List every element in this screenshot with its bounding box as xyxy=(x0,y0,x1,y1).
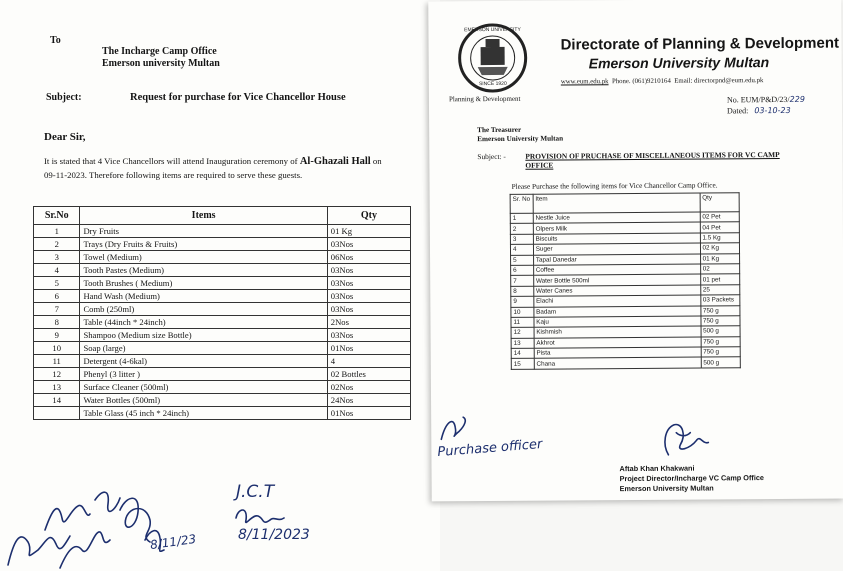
cell-qty: 03Nos xyxy=(327,329,410,342)
handwritten-date2: 8/11/23 xyxy=(149,531,198,553)
cell-qty: 500 g xyxy=(701,326,741,337)
ref-number-hand: 229 xyxy=(789,94,805,104)
cell-srno: 15 xyxy=(511,359,534,370)
cell-item: Elachi xyxy=(534,295,701,307)
cell-qty: 750 g xyxy=(701,336,741,347)
dated-line xyxy=(727,106,791,115)
cell-srno: 9 xyxy=(511,296,534,307)
cell-item: Chana xyxy=(534,358,701,370)
cell-item: Water Bottles (500ml) xyxy=(80,394,327,407)
cell-item: Akhrot xyxy=(534,337,701,349)
cell-qty: 03Nos xyxy=(327,264,410,277)
cell-qty: 01 pet xyxy=(700,274,740,285)
contact-email: Email: directorpnd@eum.edu.pk xyxy=(674,77,764,85)
hall-name: Al-Ghazali Hall xyxy=(299,156,371,167)
to-treasurer: The Treasurer xyxy=(477,125,522,135)
cell-qty: 06Nos xyxy=(327,251,410,264)
subject-text: Request for purchase for Vice Chancellor House xyxy=(130,92,346,103)
cell-qty: 01Nos xyxy=(327,342,410,355)
to-university: Emerson University Multan xyxy=(477,134,564,144)
table-row xyxy=(34,381,411,394)
cell-srno: 7 xyxy=(511,276,534,287)
cell-qty: 2Nos xyxy=(327,316,410,329)
cell-srno: 2 xyxy=(510,224,533,235)
right-col-header-qty: Qty xyxy=(700,193,740,212)
recipient-line2: Emerson university Multan xyxy=(102,58,220,69)
cell-item: Pista xyxy=(534,347,701,359)
body-line1-text: It is stated that 4 Vice Chancellors will attend Inauguration ceremony of xyxy=(44,156,298,166)
signer-title: Project Director/Incharge VC Camp Office xyxy=(619,473,764,484)
cell-item: Detergent (4-6kal) xyxy=(80,355,327,368)
table-row xyxy=(34,407,411,420)
cell-srno: 10 xyxy=(34,342,80,355)
table-row xyxy=(34,290,411,303)
cell-qty: 500 g xyxy=(701,357,741,368)
cell-srno: 13 xyxy=(511,338,534,349)
cell-srno: 5 xyxy=(34,277,80,290)
cell-srno: 4 xyxy=(34,264,80,277)
cell-item: Nestle Juice xyxy=(533,212,700,224)
cell-item: Badam xyxy=(534,306,701,318)
cell-qty: 02 Kg xyxy=(700,243,740,254)
cell-srno: 10 xyxy=(511,307,534,318)
cell-srno: 6 xyxy=(34,290,80,303)
cell-item: Hand Wash (Medium) xyxy=(80,290,327,303)
table-row xyxy=(34,342,411,355)
directorate-title: Directorate of Planning & Development xyxy=(560,34,840,54)
director-signature xyxy=(646,414,716,464)
cell-srno: 3 xyxy=(510,234,533,245)
cell-item: Kaju xyxy=(534,316,701,328)
cell-item: Shampoo (Medium size Bottle) xyxy=(80,329,327,342)
table-row xyxy=(34,303,411,316)
cell-qty: 03 Packets xyxy=(700,295,740,306)
body-line1 xyxy=(44,156,382,167)
logo-since-text: SINCE 1920 xyxy=(478,80,507,88)
cell-item: Coffee xyxy=(533,264,700,276)
cell-qty: 02 Pet xyxy=(700,212,740,223)
cell-srno: 11 xyxy=(34,355,80,368)
table-row xyxy=(34,238,411,251)
right-subject-label: Subject: - xyxy=(477,151,506,162)
cell-qty: 02 Bottles xyxy=(327,368,410,381)
signer-org: Emerson University Multan xyxy=(619,483,714,494)
cell-qty: 03Nos xyxy=(327,238,410,251)
cell-qty: 25 xyxy=(700,285,740,296)
table-row xyxy=(34,251,411,264)
cell-srno: 14 xyxy=(511,348,534,359)
cell-item: Trays (Dry Fruits & Fruits) xyxy=(80,238,327,251)
cell-item: Olpers Milk xyxy=(533,222,700,234)
right-items-table xyxy=(510,192,741,369)
contact-line xyxy=(561,77,764,85)
table-row xyxy=(34,355,411,368)
cell-qty: 02Nos xyxy=(327,381,410,394)
table-row xyxy=(34,368,411,381)
table-row xyxy=(34,277,411,290)
cell-srno: 12 xyxy=(34,368,80,381)
cell-qty: 02 xyxy=(700,264,740,275)
cell-item: Table (44inch * 24inch) xyxy=(80,316,327,329)
ref-number-label: No. EUM/P&D/23/ xyxy=(726,94,790,105)
items-table xyxy=(33,206,411,420)
recipient-line1: The Incharge Camp Office xyxy=(102,46,217,57)
cell-item: Water Canes xyxy=(533,285,700,297)
contact-web: www.eum.edu.pk xyxy=(560,78,609,86)
cell-srno: 8 xyxy=(511,286,534,297)
right-subject-line1: PROVISION OF PRUCHASE OF MISCELLANEOUS ITEMS FOR VC CAMP xyxy=(525,149,780,161)
cell-srno: 12 xyxy=(511,328,534,339)
cell-qty: 750 g xyxy=(700,305,740,316)
dated-hand: 03-10-23 xyxy=(754,105,791,116)
purchase-officer-handwriting: Purchase officer xyxy=(436,437,543,461)
right-col-header-item: Item xyxy=(533,193,700,213)
cell-qty: 1.5 Kg xyxy=(700,233,740,244)
dated-label: Dated: xyxy=(726,106,749,116)
cell-qty: 750 g xyxy=(701,347,741,358)
to-label: To xyxy=(50,35,61,46)
right-letter xyxy=(428,0,843,501)
cell-srno: 11 xyxy=(511,317,534,328)
cell-item: Kishmish xyxy=(534,326,701,338)
handwritten-note xyxy=(0,470,240,571)
cell-item: Towel (Medium) xyxy=(80,251,327,264)
cell-item: Water Bottle 500ml xyxy=(533,274,700,286)
body-line1-on: on xyxy=(372,156,382,166)
cell-item: Phenyl (3 litter ) xyxy=(80,368,327,381)
subject-label: Subject: xyxy=(46,92,82,103)
table-row xyxy=(511,357,740,369)
university-name: Emerson University Multan xyxy=(588,54,770,72)
handwritten-date: 8/11/2023 xyxy=(238,527,310,543)
cell-qty: 4 xyxy=(327,355,410,368)
cell-srno: 5 xyxy=(511,255,534,266)
cell-qty: 01 Kg xyxy=(700,253,740,264)
logo-name-text: EMERSON UNIVERSITY xyxy=(464,26,521,34)
signer-name: Aftab Khan Khakwani xyxy=(619,463,695,474)
cell-srno: 9 xyxy=(34,329,80,342)
right-subject-line2: OFFICE xyxy=(525,160,554,170)
cell-srno xyxy=(34,407,80,420)
cell-srno: 6 xyxy=(511,265,534,276)
cell-srno: 2 xyxy=(34,238,80,251)
cell-qty: 03Nos xyxy=(327,303,410,316)
table-row xyxy=(34,316,411,329)
cell-item: Suger xyxy=(533,243,700,255)
university-logo xyxy=(449,23,535,94)
cell-qty: 03Nos xyxy=(327,290,410,303)
ref-number xyxy=(727,95,805,105)
cell-qty: 24Nos xyxy=(327,394,410,407)
cell-qty: 03Nos xyxy=(327,277,410,290)
table-row xyxy=(34,225,411,238)
cell-item: Biscuits xyxy=(533,233,700,245)
cell-item: Comb (250ml) xyxy=(80,303,327,316)
cell-item: Tapal Danedar xyxy=(533,254,700,266)
col-header-srno: Sr.No xyxy=(34,207,80,225)
cell-srno: 3 xyxy=(34,251,80,264)
col-header-qty: Qty xyxy=(327,207,410,225)
col-header-items: Items xyxy=(80,207,327,225)
table-row xyxy=(34,394,411,407)
cell-qty: 04 Pet xyxy=(700,222,740,233)
table-row xyxy=(34,264,411,277)
contact-phone: Phone. (061)9210164 xyxy=(611,77,671,86)
cell-item: Table Glass (45 inch * 24inch) xyxy=(80,407,327,420)
salutation: Dear Sir, xyxy=(44,131,86,143)
cell-srno: 1 xyxy=(34,225,80,238)
right-intro: Please Purchase the following items for Vice Chancellor Camp Office. xyxy=(511,180,718,191)
table-row xyxy=(34,329,411,342)
cell-srno: 13 xyxy=(34,381,80,394)
cell-srno: 8 xyxy=(34,316,80,329)
cell-item: Surface Cleaner (500ml) xyxy=(80,381,327,394)
body-line2: 09-11-2023. Therefore following items are required to serve these guests. xyxy=(44,170,303,180)
cell-item: Tooth Pastes (Medium) xyxy=(80,264,327,277)
cell-qty: 01 Kg xyxy=(327,225,410,238)
cell-qty: 750 g xyxy=(701,316,741,327)
cell-item: Tooth Brushes ( Medium) xyxy=(80,277,327,290)
handwritten-initials: J.C.T xyxy=(236,482,275,502)
dept-under-logo: Planning & Development xyxy=(448,94,521,104)
cell-srno: 1 xyxy=(510,213,533,224)
cell-srno: 4 xyxy=(510,244,533,255)
cell-srno: 14 xyxy=(34,394,80,407)
cell-srno: 7 xyxy=(34,303,80,316)
cell-item: Dry Fruits xyxy=(80,225,327,238)
right-col-header-srno: Sr. No xyxy=(510,194,533,213)
cell-item: Soap (large) xyxy=(80,342,327,355)
cell-qty: 01Nos xyxy=(327,407,410,420)
